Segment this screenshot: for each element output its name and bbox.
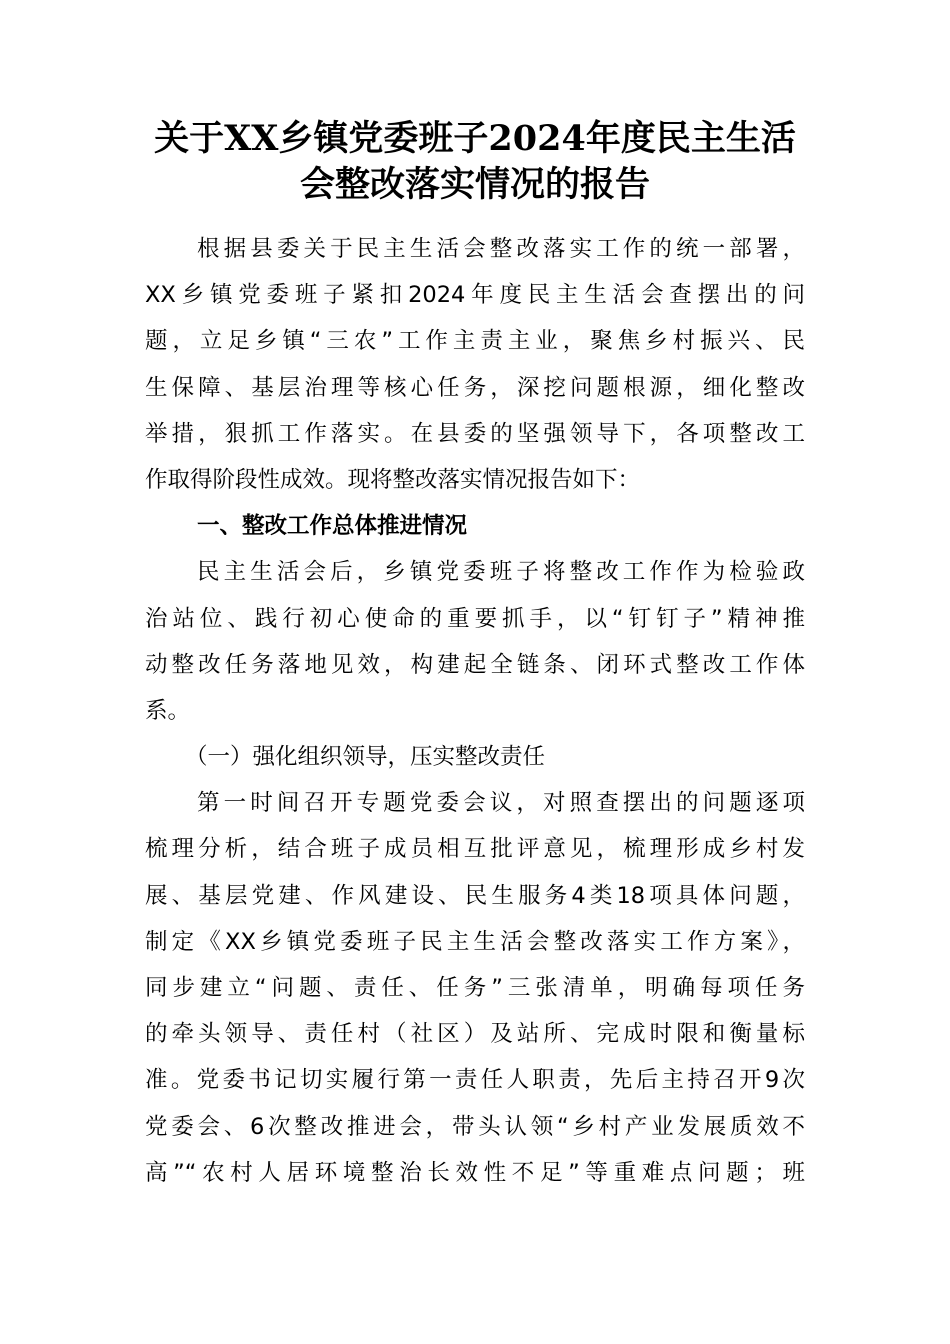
paragraph-line: 生保障、基层治理等核心任务，深挖问题根源，细化整改 xyxy=(145,374,805,401)
paragraph-line: 同步建立“问题、责任、任务”三张清单，明确每项任务 xyxy=(145,975,805,1001)
paragraph-line: 题，立足乡镇“三农”工作主责主业，聚焦乡村振兴、民 xyxy=(145,328,805,355)
title-line-1: 关于XX乡镇党委班子2024年度民主生活 xyxy=(154,118,796,159)
paragraph-line: 党委会、6次整改推进会，带头认领“乡村产业发展质效不 xyxy=(145,1113,805,1140)
paragraph-line: 根据县委关于民主生活会整改落实工作的统一部署， xyxy=(197,236,805,262)
paragraph-line: 动整改任务落地见效，构建起全链条、闭环式整改工作体 xyxy=(145,651,805,678)
section-heading: 一、整改工作总体推进情况 xyxy=(197,513,468,540)
paragraph-line: 制定《XX乡镇党委班子民主生活会整改落实工作方案》， xyxy=(145,928,805,955)
paragraph-line: 作取得阶段性成效。现将整改落实情况报告如下： xyxy=(145,466,641,493)
paragraph-line: 展、基层党建、作风建设、民生服务4类18项具体问题， xyxy=(145,882,805,909)
paragraph-line: 系。 xyxy=(145,697,191,724)
document-title xyxy=(145,116,805,208)
paragraph-line: 举措，狠抓工作落实。在县委的坚强领导下，各项整改工 xyxy=(145,420,805,447)
paragraph-line: XX乡镇党委班子紧扣2024年度民主生活会查摆出的问 xyxy=(145,282,805,309)
paragraph-line: 治站位、践行初心使命的重要抓手，以“钉钉子”精神推 xyxy=(145,605,805,632)
document-body xyxy=(145,226,805,1196)
paragraph-line: 准。党委书记切实履行第一责任人职责，先后主持召开9次 xyxy=(145,1067,805,1094)
paragraph-line: 的牵头领导、责任村（社区）及站所、完成时限和衡量标 xyxy=(145,1021,805,1048)
paragraph-line: 第一时间召开专题党委会议，对照查摆出的问题逐项 xyxy=(197,790,805,817)
title-line-2: 会整改落实情况的报告 xyxy=(299,164,650,205)
subsection-heading: （一）强化组织领导，压实整改责任 xyxy=(185,744,546,771)
paragraph-line: 高”“农村人居环境整治长效性不足”等重难点问题；班 xyxy=(145,1159,805,1186)
paragraph-line: 民主生活会后，乡镇党委班子将整改工作作为检验政 xyxy=(197,559,805,586)
paragraph-line: 梳理分析，结合班子成员相互批评意见，梳理形成乡村发 xyxy=(145,836,805,863)
